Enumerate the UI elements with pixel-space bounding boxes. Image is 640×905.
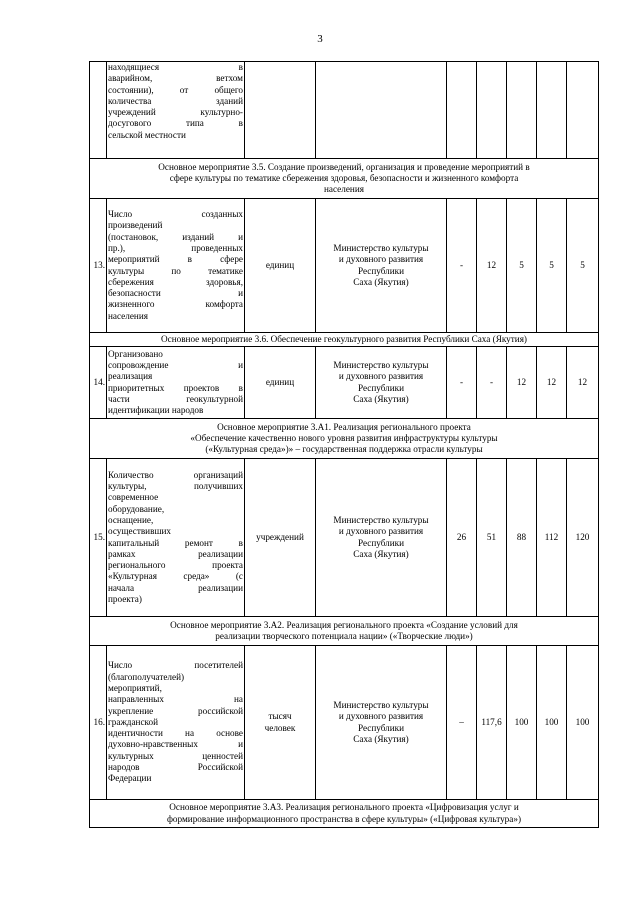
- responsible-line: и духовного развития: [338, 371, 424, 382]
- indicator-name-line: аварийном, ветхом: [108, 73, 243, 84]
- indicator-name: [107, 646, 245, 800]
- value-cell: 12: [477, 199, 507, 333]
- indicator-name: [107, 199, 245, 333]
- value-cell: –: [447, 646, 477, 800]
- responsible-line: Республики: [357, 537, 405, 548]
- responsible-line: Саха (Якутия): [353, 393, 409, 404]
- indicator-name-line: идентификации народов: [108, 405, 204, 416]
- section-row: [90, 419, 599, 459]
- indicator-name-line: проекта): [108, 593, 142, 604]
- section-title: [90, 419, 599, 459]
- value-cell: 5: [537, 199, 567, 333]
- value-cell: 12: [537, 347, 567, 419]
- responsible-body: [316, 199, 447, 333]
- section-title: [90, 333, 599, 347]
- indicator-name-line: капитальный ремонт в: [108, 537, 243, 548]
- value-cell: -: [477, 347, 507, 419]
- section-title-line: населения: [324, 184, 364, 195]
- unit-of-measure: единиц: [245, 199, 316, 333]
- indicator-name-line: досугового типа в: [108, 118, 243, 129]
- responsible-line: Министерство культуры: [333, 699, 429, 710]
- responsible-line: и духовного развития: [338, 526, 424, 537]
- section-title-line: Основное мероприятие 3.А3. Реализация регионального проекта «Цифровизация услуг и: [169, 802, 519, 813]
- unit-of-measure: единиц: [245, 347, 316, 419]
- value-cell: 112: [537, 459, 567, 617]
- indicator-name-line: Федерации: [108, 773, 152, 784]
- table-row: [90, 646, 599, 800]
- responsible-line: Министерство культуры: [333, 242, 429, 253]
- indicator-name-line: «Культурная среда» (с: [108, 571, 243, 582]
- indicator-name-line: Организовано: [108, 348, 163, 359]
- responsible-line: и духовного развития: [338, 254, 424, 265]
- value-cell: 5: [567, 199, 599, 333]
- unit-line: человек: [264, 722, 296, 733]
- section-title-line: Основное мероприятие 3.5. Создание произведений, организация и проведение мероприятий в: [158, 161, 530, 172]
- indicator-name-line: Число посетителей: [108, 660, 243, 671]
- indicator-name-line: Число созданных: [108, 209, 243, 220]
- section-title-line: Основное мероприятие 3.А1. Реализация регионального проекта: [217, 421, 471, 432]
- indicator-name-line: начала реализации: [108, 582, 243, 593]
- value-cell: -: [447, 347, 477, 419]
- value-cell: 12: [507, 347, 537, 419]
- indicator-name-line: приоритетных проектов в: [108, 382, 243, 393]
- indicator-name: [107, 62, 245, 159]
- section-title-line: реализации творческого потенциала нации» («Творческие люди»): [215, 631, 473, 641]
- indicator-name-line: сбережения здоровья,: [108, 276, 243, 287]
- value-cell: 88: [507, 459, 537, 617]
- section-title-line: («Культурная среда»)» – государственная поддержка отрасли культуры: [205, 444, 483, 455]
- responsible-line: Саха (Якутия): [353, 733, 409, 744]
- value-cell: 5: [507, 199, 537, 333]
- indicator-name-line: оборудование,: [108, 503, 165, 514]
- indicator-name-line: идентичности на основе: [108, 728, 243, 739]
- indicator-name-line: части геокультурной: [108, 393, 243, 404]
- value-cell: 12: [567, 347, 599, 419]
- indicator-name-line: мероприятий,: [108, 682, 162, 693]
- responsible-line: Министерство культуры: [333, 359, 429, 370]
- unit-of-measure: [245, 646, 316, 800]
- section-title: [90, 800, 599, 828]
- value-cell: [537, 62, 567, 159]
- unit-of-measure: [245, 62, 316, 159]
- value-cell: 51: [477, 459, 507, 617]
- responsible-line: Министерство культуры: [333, 514, 429, 525]
- indicator-name-line: состоянии), от общего: [108, 84, 243, 95]
- section-row: [90, 159, 599, 199]
- indicator-name-line: сопровождение и: [108, 359, 243, 370]
- section-title-line: Основное мероприятие 3.А2. Реализация регионального проекта «Создание условий для: [170, 619, 518, 630]
- indicator-name-line: (благополучателей): [108, 671, 185, 682]
- section-title: [90, 617, 599, 646]
- row-number: 15.: [90, 459, 107, 617]
- value-cell: 26: [447, 459, 477, 617]
- responsible-body: [316, 62, 447, 159]
- responsible-body: [316, 347, 447, 419]
- indicator-name-line: духовно-нравственных и: [108, 739, 243, 750]
- indicator-name-line: пр.), проведенных: [108, 242, 243, 253]
- value-cell: 100: [537, 646, 567, 800]
- indicator-name-line: современное: [108, 492, 159, 503]
- responsible-line: Республики: [357, 382, 405, 393]
- value-cell: [477, 62, 507, 159]
- responsible-line: Республики: [357, 722, 405, 733]
- value-cell: [447, 62, 477, 159]
- value-cell: 100: [507, 646, 537, 800]
- row-number: 13.: [90, 199, 107, 333]
- indicator-name-line: народов Российской: [108, 762, 243, 773]
- indicator-name-line: культуры, получивших: [108, 481, 243, 492]
- unit-of-measure: учреждений: [245, 459, 316, 617]
- section-title: [90, 159, 599, 199]
- indicator-name-line: Количество организаций: [108, 469, 243, 480]
- indicator-name-line: (постановок, изданий и: [108, 231, 243, 242]
- indicator-name-line: жизненного комфорта: [108, 299, 243, 310]
- responsible-line: и духовного развития: [338, 711, 424, 722]
- indicator-name-line: произведений: [108, 220, 163, 231]
- table-row: [90, 199, 599, 333]
- indicator-name-line: сельской местности: [108, 129, 186, 140]
- indicator-name-line: учреждений культурно-: [108, 107, 243, 118]
- indicator-name-line: культурных ценностей: [108, 750, 243, 761]
- page-number: 3: [317, 33, 323, 45]
- responsible-body: [316, 646, 447, 800]
- indicator-name-line: гражданской: [108, 716, 159, 727]
- indicator-name-line: культуры по тематике: [108, 265, 243, 276]
- indicator-name-line: регионального проекта: [108, 560, 243, 571]
- section-row: [90, 800, 599, 828]
- indicator-name: [107, 459, 245, 617]
- indicator-name-line: мероприятий в сфере: [108, 254, 243, 265]
- responsible-line: Саха (Якутия): [353, 276, 409, 287]
- value-cell: [567, 62, 599, 159]
- responsible-line: Республики: [357, 265, 405, 276]
- indicator-name-line: реализация: [108, 371, 153, 382]
- value-cell: 120: [567, 459, 599, 617]
- section-title-line: «Обеспечение качественно нового уровня развития инфраструктуры культуры: [190, 432, 498, 443]
- section-title-line: сфере культуры по тематике сбережения здоровья, безопасности и жизненного комфорта: [169, 172, 519, 183]
- indicator-name-line: находящиеся в: [108, 62, 243, 72]
- row-number: 14.: [90, 347, 107, 419]
- row-number: [90, 62, 107, 159]
- responsible-body: [316, 459, 447, 617]
- value-cell: 100: [567, 646, 599, 800]
- section-row: [90, 333, 599, 347]
- indicator-name-line: рамках реализации: [108, 548, 243, 559]
- indicator-name-line: направленных на: [108, 694, 243, 705]
- table-row: [90, 459, 599, 617]
- value-cell: 117,6: [477, 646, 507, 800]
- table-row: [90, 62, 599, 159]
- table-row: [90, 347, 599, 419]
- responsible-line: Саха (Якутия): [353, 548, 409, 559]
- indicator-name-line: оснащение,: [108, 514, 154, 525]
- section-title-line: Основное мероприятие 3.6. Обеспечение геокультурного развития Республики Саха (Якутия): [161, 333, 527, 344]
- indicator-name-line: безопасности и: [108, 288, 243, 299]
- indicator-name-line: укрепление российской: [108, 705, 243, 716]
- indicator-name-line: населения: [108, 310, 148, 321]
- indicators-table: [89, 61, 599, 828]
- value-cell: -: [447, 199, 477, 333]
- section-title-line: формирование информационного пространства в сфере культуры» («Цифровая культура»): [166, 813, 522, 824]
- indicator-name-line: количества зданий: [108, 95, 243, 106]
- unit-line: тысяч: [268, 711, 292, 722]
- section-row: [90, 617, 599, 646]
- row-number: 16.: [90, 646, 107, 800]
- value-cell: [507, 62, 537, 159]
- indicator-name-line: осуществивших: [108, 526, 172, 537]
- indicator-name: [107, 347, 245, 419]
